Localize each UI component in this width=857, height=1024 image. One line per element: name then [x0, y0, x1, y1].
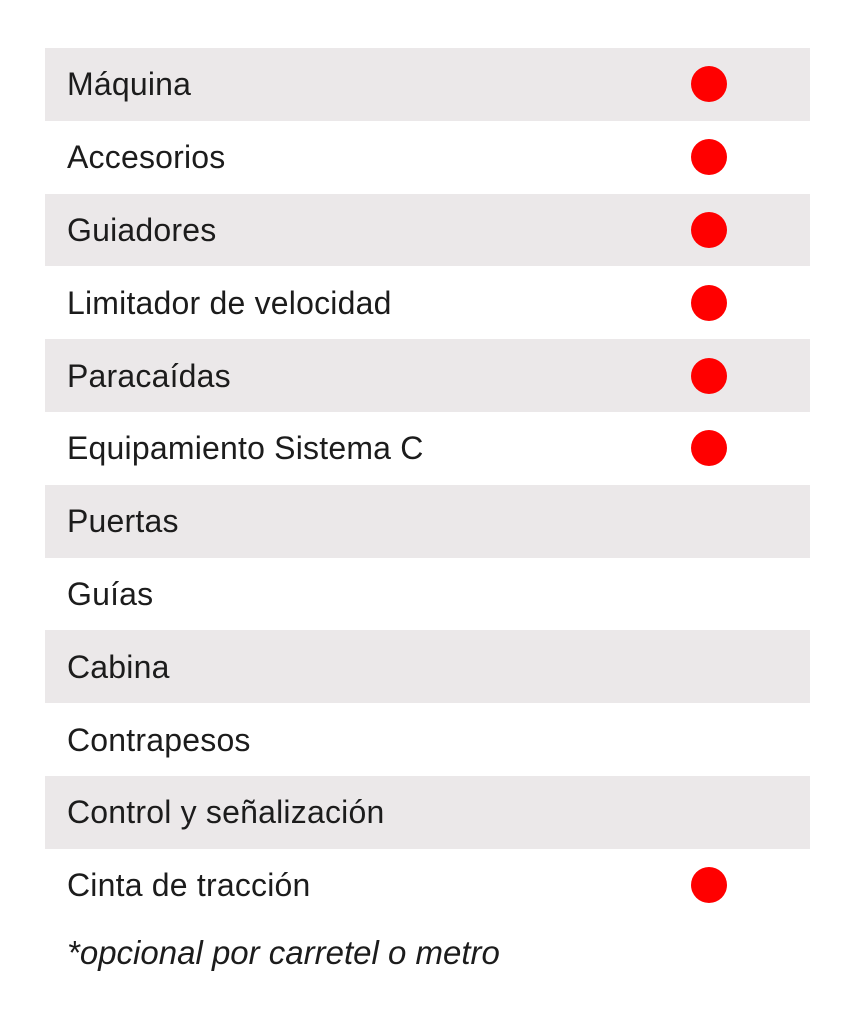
item-label: Contrapesos [67, 721, 251, 758]
list-item [45, 121, 810, 194]
list-item [45, 703, 810, 776]
list-item [45, 266, 810, 339]
item-label: Puertas [67, 503, 179, 540]
item-label: Limitador de velocidad [67, 284, 392, 321]
item-label: Paracaídas [67, 357, 231, 394]
included-indicator-icon [691, 139, 727, 175]
list-item [45, 849, 810, 922]
item-label: Máquina [67, 66, 192, 103]
item-label: Equipamiento Sistema C [67, 430, 424, 467]
list-item [45, 48, 810, 121]
included-indicator-icon [691, 212, 727, 248]
item-label: Control y señalización [67, 794, 385, 831]
list-item [45, 485, 810, 558]
list-item [45, 339, 810, 412]
included-indicator-icon [691, 285, 727, 321]
included-indicator-icon [691, 358, 727, 394]
item-label: Cinta de tracción [67, 867, 311, 904]
list-item [45, 558, 810, 631]
item-label: Guiadores [67, 211, 217, 248]
included-indicator-icon [691, 867, 727, 903]
item-label: Accesorios [67, 139, 226, 176]
list-item [45, 630, 810, 703]
item-label: Guías [67, 575, 154, 612]
item-label: Cabina [67, 648, 170, 685]
list-item [45, 194, 810, 267]
list-item [45, 412, 810, 485]
included-indicator-icon [691, 430, 727, 466]
included-indicator-icon [691, 66, 727, 102]
list-item [45, 776, 810, 849]
footnote: *opcional por carretel o metro [67, 934, 500, 971]
items-table [45, 48, 810, 922]
